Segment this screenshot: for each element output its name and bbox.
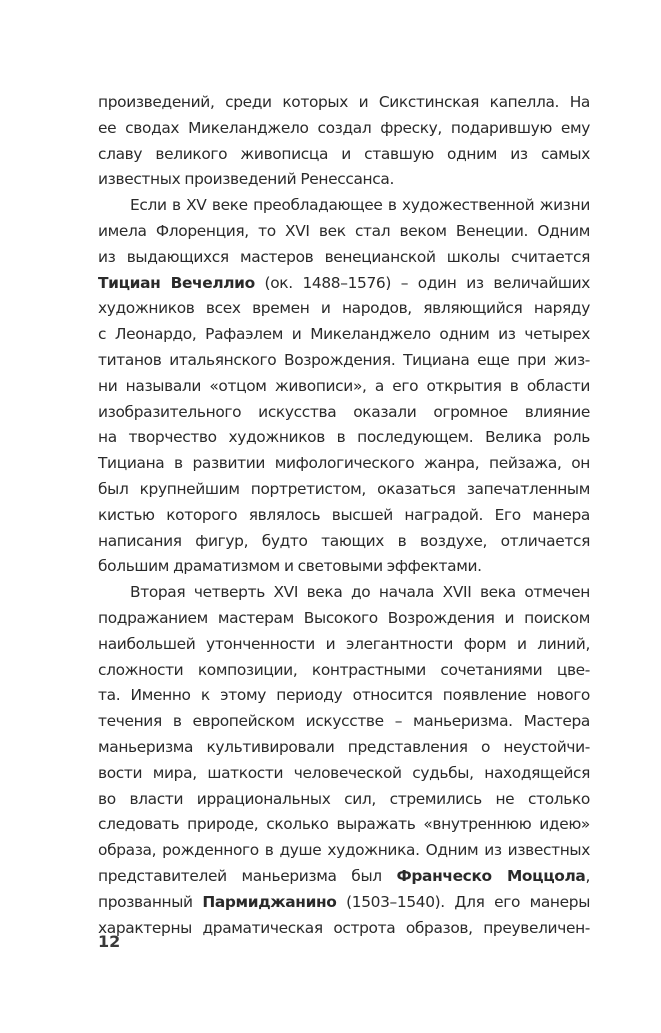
text-line: наибольшей утонченности и элегантности форм и линий, [98,634,590,653]
text-line: прозванный Пармиджанино (1503–1540). Для его манеры [98,892,590,911]
text-line: ни называли «отцом живописи», а его открытия в области [98,376,590,395]
text-line: сложности композиции, контрастными сочетаниями цве- [98,660,590,679]
text-line: характерны драматическая острота образов, преувеличен- [98,918,590,937]
text-line: имела Флоренция, то XVI век стал веком Венеции. Одним [98,221,590,240]
text-line: Если в XV веке преобладающее в художественной жизни [130,196,590,215]
text-line: течения в европейском искусстве – маньеризма. Мастера [98,712,590,731]
text-line: художников всех времен и народов, являющийся наряду [98,299,590,318]
text-line: вости мира, шаткости человеческой судьбы, находящейся [98,763,590,782]
person-name-titian: Тициан Вечеллио [98,273,255,292]
text-line: титанов итальянского Возрождения. Тициана еще при жиз- [98,350,590,369]
text-line: представителей маньеризма был Франческо Моццола, [98,866,590,885]
text-line: Тициан Вечеллио (ок. 1488–1576) – один из величайших [98,273,590,292]
text-line: подражанием мастерам Высокого Возрождения и поиском [98,608,590,627]
body-text [98,90,590,941]
text-line: на творчество художников в последующем. Велика роль [98,428,590,447]
text-line: Вторая четверть XVI века до начала XVII века отмечен [130,583,590,602]
text-line: Тициана в развитии мифологического жанра, пейзажа, он [98,454,590,473]
text-line: во власти иррациональных сил, стремились не столько [98,789,590,808]
text-line: славу великого живописца и ставшую одним из самых [98,144,590,163]
person-name-parmigianino: Пармиджанино [202,892,337,911]
text-line: был крупнейшим портретистом, оказаться запечатленным [98,479,590,498]
text-line: ее сводах Микеланджело создал фреску, подарившую ему [98,118,590,137]
text-line: с Леонардо, Рафаэлем и Микеланджело одним из четырех [98,325,590,344]
text-line: произведений, среди которых и Сикстинская капелла. На [98,93,590,111]
text-line: образа, рожденного в душе художника. Одним из известных [98,841,590,860]
page-number: 12 [98,932,121,951]
text-line: из выдающихся мастеров венецианской школы считается [98,247,590,266]
text-line: маньеризма культивировали представления о неустойчи- [98,737,590,756]
text-line: та. Именно к этому периоду относится появление нового [98,686,590,705]
text-line: написания фигур, будто тающих в воздухе, отличается [98,531,590,550]
text-line: большим драматизмом и световыми эффектами. [98,557,482,576]
text-line: известных произведений Ренессанса. [98,170,394,189]
text-line: кистью которого являлось высшей наградой. Его манера [98,505,590,524]
text-line: изобразительного искусства оказали огромное влияние [98,402,590,421]
person-name-mazzola: Франческо Моццола [396,866,586,885]
text-line: следовать природе, сколько выражать «внутреннюю идею» [98,815,590,834]
